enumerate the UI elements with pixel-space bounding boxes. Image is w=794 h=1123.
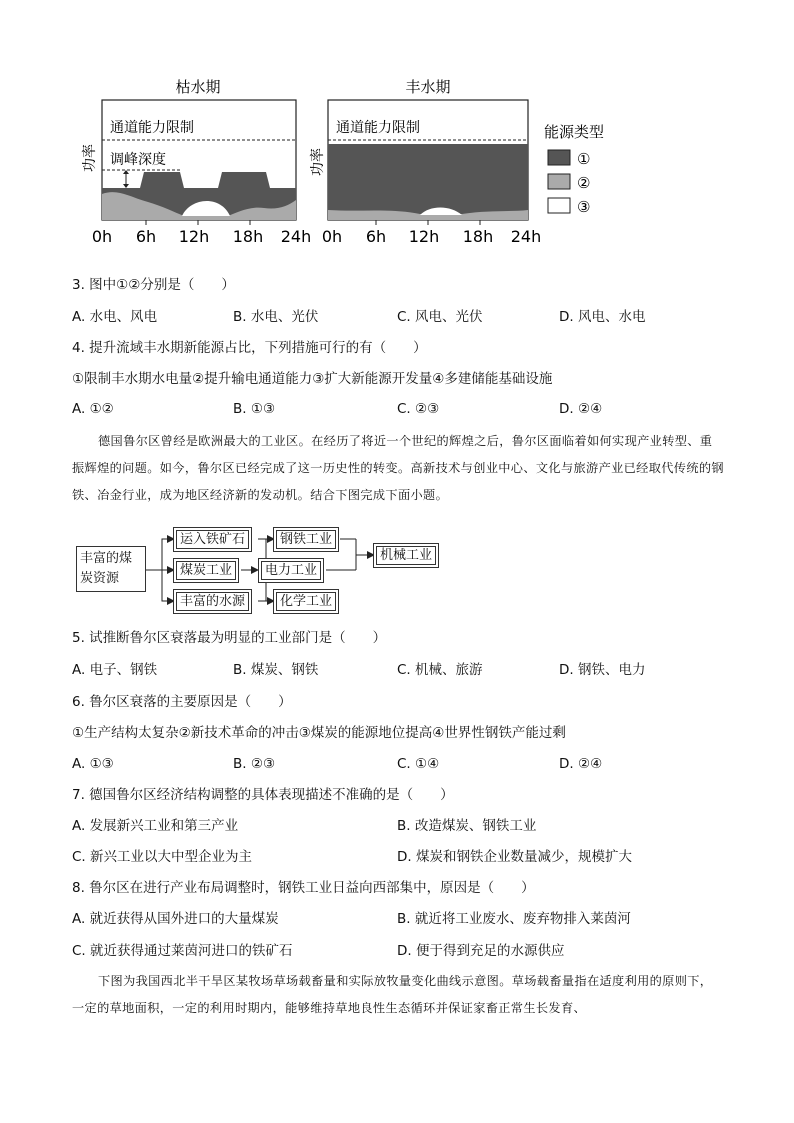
x-tick-left-2: 12h bbox=[178, 227, 210, 246]
q3-option-a[interactable]: A. 水电、风电 bbox=[72, 309, 158, 325]
x-tick-left-0: 0h bbox=[91, 227, 113, 246]
panel-wet-season bbox=[328, 100, 528, 225]
q4-option-a[interactable]: A. ①② bbox=[72, 401, 114, 417]
question-6-stem: 6. 鲁尔区衰落的主要原因是（ ） bbox=[72, 694, 292, 710]
q8-option-a[interactable]: A. 就近获得从国外进口的大量煤炭 bbox=[72, 911, 279, 927]
area-type1-right bbox=[328, 144, 528, 220]
q6-option-d[interactable]: D. ②④ bbox=[559, 756, 603, 772]
question-5-stem: 5. 试推断鲁尔区衰落最为明显的工业部门是（ ） bbox=[72, 630, 387, 646]
flow-coal-industry: 煤炭工业 bbox=[176, 561, 236, 580]
q5-option-a[interactable]: A. 电子、钢铁 bbox=[72, 662, 158, 678]
q3-option-b[interactable]: B. 水电、光伏 bbox=[233, 309, 319, 325]
question-4-items: ①限制丰水期水电量②提升输电通道能力③扩大新能源开发量④多建储能基础设施 bbox=[72, 371, 553, 387]
q4-option-b[interactable]: B. ①③ bbox=[233, 401, 276, 417]
passage-grassland: 下图为我国西北半干旱区某牧场草场载畜量和实际放牧量变化曲线示意图。草场载畜量指在适度利用的原则下，一定的草地面积，一定的利用时期内，能够维持草地良性生态循环并保证家畜正常生长发育、 bbox=[72, 974, 713, 1015]
q5-option-b[interactable]: B. 煤炭、钢铁 bbox=[233, 662, 319, 678]
legend-swatch-3 bbox=[548, 198, 570, 213]
peak-depth-label: 调峰深度 bbox=[110, 152, 166, 168]
q6-option-a[interactable]: A. ①③ bbox=[72, 756, 114, 772]
q8-option-b[interactable]: B. 就近将工业废水、废弃物排入莱茵河 bbox=[397, 911, 631, 927]
legend-title: 能源类型 bbox=[544, 123, 605, 141]
q4-option-d[interactable]: D. ②④ bbox=[559, 401, 603, 417]
x-tick-left-1: 6h bbox=[135, 227, 157, 246]
q7-option-a[interactable]: A. 发展新兴工业和第三产业 bbox=[72, 818, 239, 834]
x-tick-right-0: 0h bbox=[321, 227, 343, 246]
q3-option-c[interactable]: C. 风电、光伏 bbox=[397, 309, 483, 325]
legend-label-1: ① bbox=[577, 150, 591, 168]
q5-option-d[interactable]: D. 钢铁、电力 bbox=[559, 662, 646, 678]
x-tick-left-3: 18h bbox=[232, 227, 264, 246]
question-3-stem: 3. 图中①②分别是（ ） bbox=[72, 277, 235, 293]
x-tick-right-4: 24h bbox=[510, 227, 542, 246]
q8-option-d[interactable]: D. 便于得到充足的水源供应 bbox=[397, 943, 565, 959]
x-tick-right-3: 18h bbox=[462, 227, 494, 246]
q7-option-c[interactable]: C. 新兴工业以大中型企业为主 bbox=[72, 849, 253, 865]
legend-label-2: ② bbox=[577, 174, 591, 192]
y-axis-label-left: 功率 bbox=[82, 144, 98, 172]
y-axis-label-right: 功率 bbox=[310, 148, 326, 176]
q7-option-d[interactable]: D. 煤炭和钢铁企业数量减少，规模扩大 bbox=[397, 849, 632, 865]
question-8-stem: 8. 鲁尔区在进行产业布局调整时，钢铁工业日益向西部集中，原因是（ ） bbox=[72, 880, 535, 896]
flow-machinery-industry: 机械工业 bbox=[376, 546, 436, 565]
x-tick-right-2: 12h bbox=[408, 227, 440, 246]
q7-option-b[interactable]: B. 改造煤炭、钢铁工业 bbox=[397, 818, 537, 834]
channel-limit-label-left: 通道能力限制 bbox=[110, 120, 194, 136]
q6-option-c[interactable]: C. ①④ bbox=[397, 756, 440, 772]
q5-option-c[interactable]: C. 机械、旅游 bbox=[397, 662, 483, 678]
panel-left-title: 枯水期 bbox=[175, 78, 221, 96]
legend-label-3: ③ bbox=[577, 198, 591, 216]
legend-swatch-1 bbox=[548, 150, 570, 165]
question-7-stem: 7. 德国鲁尔区经济结构调整的具体表现描述不准确的是（ ） bbox=[72, 787, 454, 803]
q4-option-c[interactable]: C. ②③ bbox=[397, 401, 440, 417]
panel-dry-season bbox=[102, 100, 296, 225]
flow-water-source: 丰富的水源 bbox=[176, 592, 249, 611]
q3-option-d[interactable]: D. 风电、水电 bbox=[559, 309, 646, 325]
flow-iron-ore: 运入铁矿石 bbox=[176, 530, 249, 549]
q6-option-b[interactable]: B. ②③ bbox=[233, 756, 276, 772]
question-4-stem: 4. 提升流域丰水期新能源占比，下列措施可行的有（ ） bbox=[72, 340, 427, 356]
legend bbox=[544, 123, 604, 216]
question-6-items: ①生产结构太复杂②新技术革命的冲击③煤炭的能源地位提高④世界性钢铁产能过剩 bbox=[72, 725, 566, 741]
flow-power-industry: 电力工业 bbox=[261, 561, 321, 580]
legend-swatch-2 bbox=[548, 174, 570, 189]
passage-ruhr: 德国鲁尔区曾经是欧洲最大的工业区。在经历了将近一个世纪的辉煌之后，鲁尔区面临着如何实现产业转型、重振辉煌的问题。如今，鲁尔区已经完成了这一历史性的转变。高新技术与创业中心、文化与旅游产业已经取代传统的钢铁、冶金行业，成为地区经济新的发动机。结合下图完成下面小题。 bbox=[72, 434, 724, 502]
x-tick-left-4: 24h bbox=[280, 227, 312, 246]
x-tick-right-1: 6h bbox=[365, 227, 387, 246]
panel-right-title: 丰水期 bbox=[405, 78, 451, 96]
channel-limit-label-right: 通道能力限制 bbox=[336, 120, 420, 136]
flow-source-coal-resources: 丰富的煤炭资源 bbox=[76, 546, 146, 592]
flow-chemical-industry: 化学工业 bbox=[276, 592, 336, 611]
energy-power-figure bbox=[70, 70, 630, 255]
q8-option-c[interactable]: C. 就近获得通过莱茵河进口的铁矿石 bbox=[72, 943, 293, 959]
flow-steel-industry: 钢铁工业 bbox=[276, 530, 336, 549]
